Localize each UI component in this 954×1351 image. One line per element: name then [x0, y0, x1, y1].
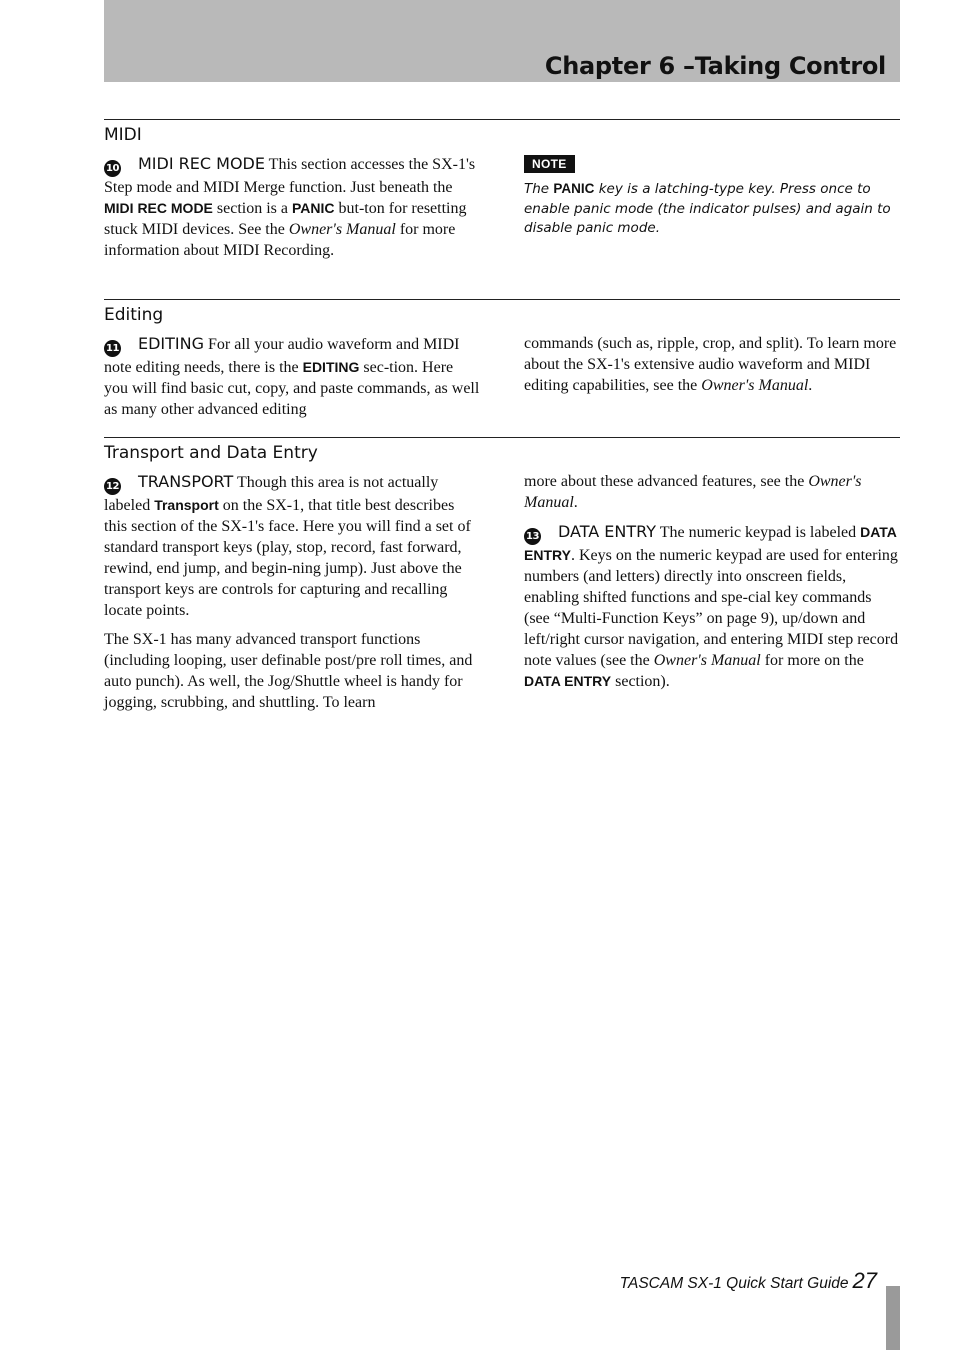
section-divider: [104, 437, 900, 438]
text-run: key is a latching-type key. Press once to enable panic mode (the indicator pulses) and again to disable panic mode.: [524, 181, 891, 236]
item-lead: MIDI REC MODE: [138, 154, 265, 173]
note-badge: NOTE: [524, 155, 575, 173]
page-edge-tab: [886, 1286, 900, 1350]
text-run: for more on the: [760, 652, 864, 669]
page-number: 27: [852, 1268, 877, 1293]
text-run: sec-tion. Here you will find basic cut, copy, and paste commands, as well as many other advanced editing: [104, 359, 480, 418]
item-lead: TRANSPORT: [138, 472, 234, 491]
editing-right-column: [524, 333, 900, 403]
key-name: DATA ENTRY: [524, 524, 897, 563]
manual-reference: Owner's Manual: [701, 377, 809, 394]
text-run: .: [808, 377, 813, 394]
section-heading-transport: Transport and Data Entry: [104, 443, 318, 463]
key-name: Transport: [154, 497, 219, 513]
item-number-badge: 10: [104, 160, 121, 177]
editing-continued-paragraph: [524, 333, 900, 396]
key-name: PANIC: [291, 200, 335, 216]
key-name: DATA ENTRY: [524, 673, 612, 689]
text-run: but-ton for resetting stuck MIDI devices. See the: [104, 200, 467, 238]
section-divider: [104, 119, 900, 120]
guide-title: TASCAM SX-1 Quick Start Guide: [619, 1275, 849, 1292]
transport-continued-paragraph: [524, 471, 900, 513]
text-run: Though this area is not actually labeled: [104, 474, 439, 514]
text-run: commands (such as, ripple, crop, and split). To learn more about the SX-1's extensive audio waveform and MIDI editing capabilities, see the: [524, 335, 897, 394]
text-run: For all your audio waveform and MIDI note editing needs, there is the: [104, 336, 460, 376]
text-run: more about these advanced features, see the: [524, 473, 809, 490]
text-run: The: [524, 181, 554, 197]
chapter-header-bar: [104, 0, 900, 82]
item-number-badge: 11: [104, 340, 121, 357]
transport-right-column: [524, 471, 900, 699]
chapter-title: Chapter 6 –Taking Control: [544, 52, 886, 80]
key-name: EDITING: [302, 359, 360, 375]
text-run: section is a: [212, 200, 292, 217]
page-footer: [620, 1268, 877, 1294]
text-run: for more information about MIDI Recording.: [104, 221, 456, 259]
section-heading-midi: MIDI: [104, 125, 142, 145]
midi-rec-mode-paragraph: [104, 153, 480, 261]
text-run: . Keys on the numeric keypad are used for entering numbers (and letters) directly into onscreen fields, enabling shifted functions and spe-cial key commands (see “Multi-Function Keys” on page 9), up/down and left/right cursor navigation, and entering MIDI step record note values (see the: [524, 547, 899, 669]
key-name: MIDI REC MODE: [104, 200, 213, 216]
midi-note-column: [524, 155, 900, 239]
note-text: [524, 179, 900, 239]
item-lead: DATA ENTRY: [558, 522, 657, 541]
section-editing: [104, 299, 900, 418]
section-midi: [104, 119, 900, 259]
manual-reference: Owner's Manual: [288, 221, 396, 238]
text-run: section).: [611, 673, 670, 690]
editing-paragraph: [104, 333, 480, 420]
editing-left-column: [104, 333, 480, 427]
transport-left-column: [104, 471, 480, 720]
data-entry-paragraph: [524, 521, 900, 692]
midi-left-column: [104, 153, 480, 268]
manual-reference: Owner's Manual: [524, 473, 862, 511]
text-run: This section accesses the SX-1's Step mode and MIDI Merge function. Just beneath the: [104, 156, 476, 196]
section-heading-editing: Editing: [104, 305, 164, 325]
item-number-badge: 13: [524, 528, 541, 545]
section-divider: [104, 299, 900, 300]
text-run: .: [573, 494, 578, 511]
key-name: PANIC: [553, 181, 595, 196]
transport-advanced-paragraph: The SX-1 has many advanced transport functions (including looping, user definable post/pre roll times, and auto punch). As well, the Jog/Shuttle wheel is handy for jogging, scrubbing, and shuttling. To learn: [104, 631, 473, 711]
item-lead: EDITING: [138, 334, 205, 353]
text-run: on the SX-1, that title best describes this section of the SX-1's face. Here you will find a set of standard transport keys (play, stop, record, fast forward, rewind, end jump, and begin-ning jump). Just above the transport keys are controls for capturing and recalling locate points.: [104, 497, 471, 619]
manual-reference: Owner's Manual: [653, 652, 761, 669]
transport-paragraph: [104, 471, 480, 621]
section-transport-data-entry: [104, 437, 900, 711]
text-run: The numeric keypad is labeled: [656, 524, 861, 541]
item-number-badge: 12: [104, 478, 121, 495]
